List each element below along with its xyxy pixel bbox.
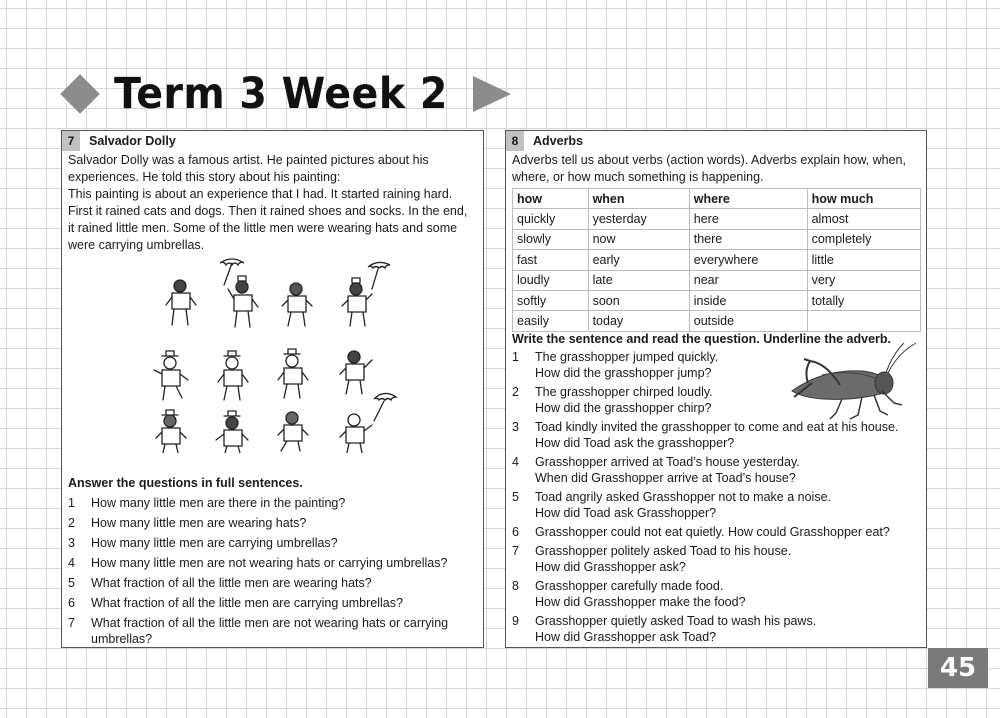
adverbs-intro [506,152,926,186]
story-line: First it rained cats and dogs. Then it rained shoes and socks. In the end, [68,204,468,218]
section-number: 8 [506,131,524,151]
question-text: How many little men are carrying umbrellas? [91,536,338,550]
section-adverbs [505,130,927,648]
item-question: How did Grasshopper make the food? [535,595,746,609]
question-number: 5 [68,576,75,590]
exercise-instruction: Write the sentence and read the question. Underline the adverb. [512,332,892,346]
little-man [166,280,196,325]
question-text: What fraction of all the little men are wearing hats? [91,576,372,590]
question-number: 6 [68,596,75,610]
table-row [513,270,921,290]
item-number: 4 [512,455,519,469]
table-header-row [513,189,921,209]
table-row [513,209,921,229]
item-question: How did Grasshopper ask? [535,560,686,574]
item-sentence: Grasshopper politely asked Toad to his house. [535,544,792,558]
section-heading [62,131,483,151]
item-sentence: Grasshopper could not eat quietly. How could Grasshopper eat? [535,525,890,539]
little-man [340,351,372,394]
question-text: How many little men are there in the painting? [91,496,346,510]
adverbs-table [512,188,921,332]
table-cell: totally [807,290,920,310]
table-cell: now [588,229,689,249]
story-line: experiences. He told this story about his painting: [68,170,341,184]
table-cell: softly [513,290,589,310]
item-question: How did the grasshopper jump? [535,366,712,380]
item-sentence: Grasshopper carefully made food. [535,579,724,593]
table-row [513,290,921,310]
little-men-painting [142,253,412,453]
item-question: How did Toad ask Grasshopper? [535,506,717,520]
table-cell: completely [807,229,920,249]
item-number: 8 [512,579,519,593]
item-question: When did Grasshopper arrive at Toad’s house? [535,471,796,485]
item-sentence: The grasshopper jumped quickly. [535,350,719,364]
questions-heading: Answer the questions in full sentences. [68,476,303,490]
list-item [68,575,475,591]
list-item-question [512,470,920,486]
item-number: 6 [512,525,519,539]
table-cell: easily [513,311,589,331]
item-number: 2 [512,385,519,399]
list-item-question [512,365,920,381]
list-item [512,384,920,400]
little-man [278,412,308,451]
list-item [512,613,920,629]
item-number: 9 [512,614,519,628]
table-cell: soon [588,290,689,310]
column-header: how much [807,189,920,209]
story-line: This painting is about an experience that I had. It started raining hard. [68,187,453,201]
item-sentence: Toad angrily asked Grasshopper not to make a noise. [535,490,832,504]
little-man-umbrella [220,259,258,327]
column-header: where [689,189,807,209]
item-number: 3 [512,420,519,434]
item-number: 5 [512,490,519,504]
list-item-question [512,505,920,521]
intro-line: Adverbs tell us about verbs (action words). Adverbs explain how, when, [512,153,906,167]
table-cell: here [689,209,807,229]
list-item [512,489,920,505]
table-cell: slowly [513,229,589,249]
little-man-hat [156,410,186,453]
little-man-hat [154,351,188,400]
little-man-umbrella [342,262,390,326]
little-man [282,283,312,326]
list-item [512,524,920,540]
table-cell: late [588,270,689,290]
item-sentence: Toad kindly invited the grasshopper to come and eat at his house. [535,420,899,434]
list-item-question [512,629,920,645]
little-man-hat [218,351,248,400]
list-item [512,454,920,470]
story-line: it rained little men. Some of the little men were wearing hats and some [68,221,458,235]
column-header: when [588,189,689,209]
table-cell: inside [689,290,807,310]
table-cell: very [807,270,920,290]
table-row [513,229,921,249]
section-heading [506,131,926,151]
list-item [512,419,920,435]
exercise-list [512,349,920,645]
table-cell: there [689,229,807,249]
item-number: 1 [512,350,519,364]
table-cell: outside [689,311,807,331]
list-item-question [512,559,920,575]
story-text [62,152,483,254]
list-item-question [512,435,920,451]
table-cell [807,311,920,331]
item-question: How did Grasshopper ask Toad? [535,630,717,644]
question-text: How many little men are wearing hats? [91,516,307,530]
list-item [68,515,475,531]
list-item [68,615,475,647]
list-item [68,595,475,611]
item-number: 7 [512,544,519,558]
page-number: 45 [928,648,988,688]
list-item [512,578,920,594]
story-line: were carrying umbrellas. [68,238,205,252]
question-text: What fraction of all the little men are carrying umbrellas? [91,596,403,610]
question-number: 7 [68,616,75,630]
diamond-icon [60,74,100,114]
column-header: how [513,189,589,209]
table-cell: little [807,250,920,270]
little-man-umbrella [340,393,396,453]
question-number: 2 [68,516,75,530]
list-item-question [512,400,920,416]
arrow-right-icon [473,76,511,112]
item-question: How did the grasshopper chirp? [535,401,712,415]
section-title: Salvador Dolly [89,134,176,148]
table-row [513,311,921,331]
section-number: 7 [62,131,80,151]
question-text: How many little men are not wearing hats or carrying umbrellas? [91,556,448,570]
section-title: Adverbs [533,134,584,148]
page-title: Term 3 Week 2 [114,69,448,119]
table-cell: yesterday [588,209,689,229]
list-item [68,555,475,571]
page-header [58,64,511,124]
list-item [512,349,920,365]
section-salvador-dolly [61,130,484,648]
list-item [68,535,475,551]
item-sentence: Grasshopper arrived at Toad’s house yesterday. [535,455,800,469]
item-sentence: The grasshopper chirped loudly. [535,385,713,399]
question-number: 3 [68,536,75,550]
table-cell: everywhere [689,250,807,270]
table-cell: today [588,311,689,331]
item-question: How did Toad ask the grasshopper? [535,436,735,450]
intro-line: where, or how much something is happening. [512,170,764,184]
question-number: 4 [68,556,75,570]
table-cell: early [588,250,689,270]
question-text: What fraction of all the little men are not wearing hats or carrying umbrellas? [91,616,449,646]
little-man-hat [278,349,308,398]
list-item-question [512,594,920,610]
table-cell: almost [807,209,920,229]
table-cell: fast [513,250,589,270]
item-sentence: Grasshopper quietly asked Toad to wash his paws. [535,614,817,628]
table-cell: quickly [513,209,589,229]
questions-list [68,495,475,647]
table-cell: near [689,270,807,290]
list-item [512,543,920,559]
table-cell: loudly [513,270,589,290]
little-man-hat [216,411,248,453]
question-number: 1 [68,496,75,510]
list-item [68,495,475,511]
table-row [513,250,921,270]
story-line: Salvador Dolly was a famous artist. He painted pictures about his [68,153,429,167]
